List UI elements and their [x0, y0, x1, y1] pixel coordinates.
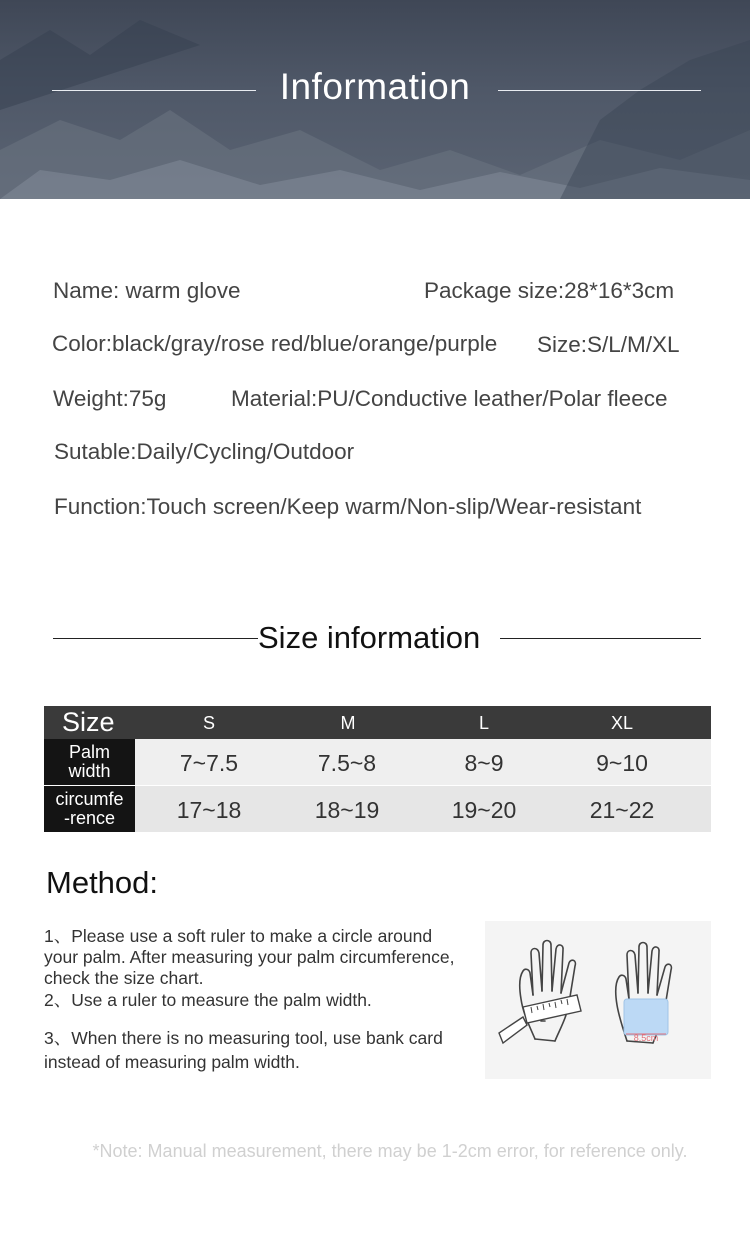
- hand-measurement-illustration: [485, 921, 711, 1079]
- method-step-2: 2、Use a ruler to measure the palm width.: [44, 990, 372, 1010]
- info-function: Function:Touch screen/Keep warm/Non-slip/Wear-resistant: [54, 494, 642, 519]
- table-cell: 7.5~8: [317, 750, 377, 776]
- size-table: [44, 706, 711, 832]
- info-weight: Weight:75g: [53, 386, 167, 411]
- table-cell: 17~18: [176, 797, 242, 823]
- info-suitable: Sutable:Daily/Cycling/Outdoor: [54, 439, 355, 464]
- banner-title: Information: [279, 66, 471, 107]
- info-package-size: Package size:28*16*3cm: [424, 278, 675, 303]
- step-1-line-2: your palm. After measuring your palm circumference,: [44, 947, 455, 967]
- size-divider-right: [500, 638, 701, 639]
- table-cell: 21~22: [589, 797, 655, 823]
- info-color: Color:black/gray/rose red/blue/orange/purple: [52, 331, 498, 356]
- row-label-palm-width: [44, 739, 135, 785]
- info-name: Name: warm glove: [53, 278, 241, 303]
- table-row: [44, 786, 711, 832]
- row-label-line1: circumfe: [55, 789, 124, 809]
- row-label-line2: width: [68, 761, 111, 781]
- table-row: [44, 739, 711, 785]
- table-cell: 9~10: [596, 750, 648, 776]
- step-3-line-1: 3、When there is no measuring tool, use bank card: [44, 1028, 443, 1048]
- info-size: Size:S/L/M/XL: [537, 332, 680, 357]
- table-cell: 18~19: [314, 797, 380, 823]
- info-material: Material:PU/Conductive leather/Polar fleece: [231, 386, 668, 411]
- size-col-s: S: [202, 713, 215, 733]
- method-title: Method:: [46, 865, 159, 900]
- left-hand-icon: [520, 941, 576, 1042]
- size-divider-left: [53, 638, 258, 639]
- bank-card-icon: [624, 999, 668, 1043]
- header-banner: [0, 0, 750, 199]
- step-1-line-3: check the size chart.: [44, 968, 204, 988]
- size-col-l: L: [478, 713, 489, 733]
- table-cell: 19~20: [451, 797, 517, 823]
- row-label-circumference: [44, 786, 135, 832]
- method-step-3: [44, 1028, 443, 1073]
- size-col-m: M: [340, 713, 356, 733]
- step-1-line-1: 1、Please use a soft ruler to make a circle around: [44, 926, 433, 946]
- size-section-title: Size information: [258, 620, 481, 655]
- size-table-header: [44, 706, 711, 739]
- row-label-line1: Palm: [68, 742, 110, 762]
- measurement-note: *Note: Manual measurement, there may be 1-2cm error, for reference only.: [92, 1141, 688, 1161]
- size-header-label: Size: [62, 707, 115, 737]
- hands-drawing: [485, 921, 711, 1079]
- step-3-line-2: instead of measuring palm width.: [44, 1052, 300, 1072]
- table-cell: 7~7.5: [179, 750, 239, 776]
- table-cell: 8~9: [464, 750, 504, 776]
- card-width-label: 8.5cm: [633, 1033, 659, 1043]
- row-label-line2: -rence: [63, 808, 116, 828]
- size-col-xl: XL: [610, 713, 634, 733]
- measuring-ruler-icon: [499, 995, 581, 1043]
- method-step-1: [44, 926, 454, 989]
